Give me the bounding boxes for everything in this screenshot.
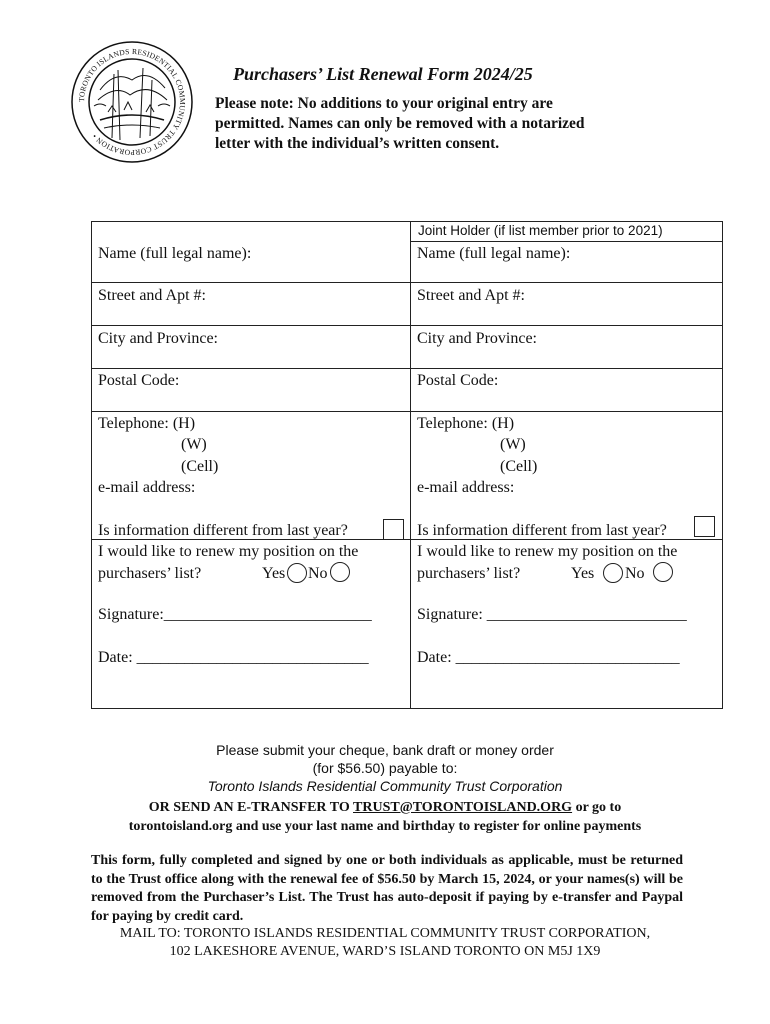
- mailing-address-line-2: 102 LAKESHORE AVENUE, WARD’S ISLAND TORONTO ON M5J 1X9: [169, 944, 601, 959]
- payment-line-2: (for $56.50) payable to:: [312, 760, 458, 776]
- right-telephone-cell-field[interactable]: (Cell): [500, 458, 538, 475]
- row-divider: [410, 241, 722, 242]
- right-renew-label: I would like to renew my position on the: [417, 543, 678, 560]
- right-email-field[interactable]: e-mail address:: [417, 479, 515, 496]
- right-no-label: No: [625, 565, 645, 582]
- right-telephone-work-field[interactable]: (W): [500, 436, 526, 453]
- trust-seal-logo: [70, 40, 194, 164]
- form-title: Purchasers’ List Renewal Form 2024/25: [233, 64, 533, 84]
- right-yes-label: Yes: [571, 565, 595, 582]
- right-city-field[interactable]: City and Province:: [417, 330, 537, 347]
- purchaser-form-table: [91, 221, 723, 709]
- left-yes-radio[interactable]: [287, 563, 307, 583]
- payment-line-1: Please submit your cheque, bank draft or money order: [216, 742, 554, 758]
- row-divider: [92, 411, 722, 412]
- left-renew-label: I would like to renew my position on the: [98, 543, 359, 560]
- row-divider: [92, 325, 722, 326]
- left-telephone-work-field[interactable]: (W): [181, 436, 207, 453]
- left-yes-label: Yes: [262, 565, 286, 582]
- right-no-radio[interactable]: [653, 562, 673, 582]
- left-different-checkbox[interactable]: [383, 519, 404, 540]
- left-telephone-home-field[interactable]: Telephone: (H): [98, 415, 196, 432]
- left-renew-label-2: purchasers’ list?: [98, 565, 202, 582]
- etransfer-line: OR SEND AN E-TRANSFER TO TRUST@TORONTOISLAND.ORG or go to: [148, 800, 622, 815]
- right-renew-label-2: purchasers’ list?: [417, 565, 521, 582]
- payee-name: Toronto Islands Residential Community Trust Corporation: [207, 778, 563, 794]
- left-postal-field[interactable]: Postal Code:: [98, 372, 180, 389]
- left-signature-field[interactable]: Signature:__________________________: [98, 606, 372, 623]
- left-different-label: Is information different from last year?: [98, 522, 348, 539]
- online-payment-line: torontoisland.org and use your last name and birthday to register for online payments: [128, 819, 642, 834]
- left-street-field[interactable]: Street and Apt #:: [98, 287, 206, 304]
- right-different-checkbox[interactable]: [694, 516, 715, 537]
- row-divider: [92, 368, 722, 369]
- column-divider: [410, 222, 411, 708]
- right-yes-radio[interactable]: [603, 563, 623, 583]
- note-text: Please note: No additions to your original entry are permitted. Names can only be removed with a notarized letter with the individual’s written consent.: [215, 95, 585, 152]
- row-divider: [92, 282, 722, 283]
- left-no-radio[interactable]: [330, 562, 350, 582]
- etransfer-email-link[interactable]: TRUST@TORONTOISLAND.ORG: [353, 800, 573, 815]
- right-telephone-home-field[interactable]: Telephone: (H): [417, 415, 515, 432]
- right-street-field[interactable]: Street and Apt #:: [417, 287, 525, 304]
- left-email-field[interactable]: e-mail address:: [98, 479, 196, 496]
- instructions-paragraph: This form, fully completed and signed by one or both individuals as applicable, must be returned to the Trust office along with the renewal fee of $56.50 by March 15, 2024, or your names(s) will be removed from the Purchaser’s List. The Trust has auto-deposit if paying by e-transfer and Paypal for paying by credit card.: [91, 853, 683, 924]
- left-telephone-cell-field[interactable]: (Cell): [181, 458, 219, 475]
- right-name-field[interactable]: Name (full legal name):: [417, 245, 571, 262]
- left-date-field[interactable]: Date: _____________________________: [98, 649, 369, 666]
- joint-holder-header: Joint Holder (if list member prior to 2021): [418, 223, 663, 238]
- left-no-label: No: [308, 565, 328, 582]
- left-name-field[interactable]: Name (full legal name):: [98, 245, 252, 262]
- left-city-field[interactable]: City and Province:: [98, 330, 218, 347]
- right-postal-field[interactable]: Postal Code:: [417, 372, 499, 389]
- svg-text:TORONTO ISLANDS RESIDENTIAL CO: TORONTO ISLANDS RESIDENTIAL COMMUNITY TRUST CORPORATION •: [76, 46, 188, 158]
- mailing-address-line-1: MAIL TO: TORONTO ISLANDS RESIDENTIAL COMMUNITY TRUST CORPORATION,: [119, 926, 651, 941]
- right-different-label: Is information different from last year?: [417, 522, 667, 539]
- right-signature-field[interactable]: Signature: _________________________: [417, 606, 687, 623]
- right-date-field[interactable]: Date: ____________________________: [417, 649, 680, 666]
